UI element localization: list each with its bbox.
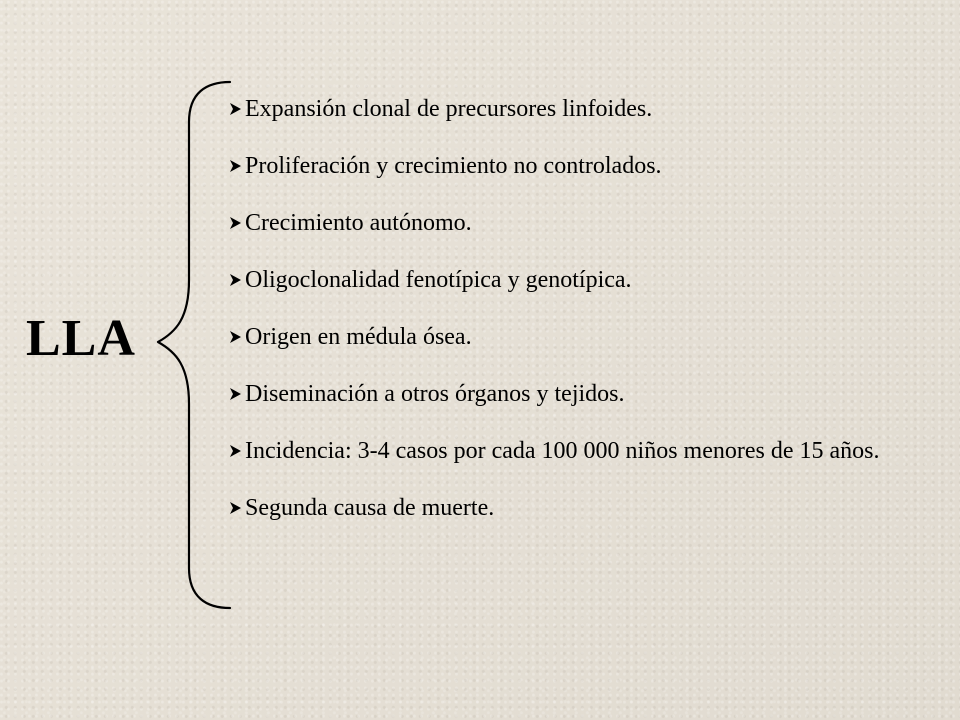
bullet-text: Origen en médula ósea. bbox=[245, 324, 472, 350]
arrowhead-bullet-icon bbox=[229, 216, 242, 230]
bullet-text: Incidencia: 3-4 casos por cada 100 000 niños menores de 15 años. bbox=[245, 438, 880, 464]
bullet-item bbox=[229, 493, 957, 523]
bullet-text: Oligoclonalidad fenotípica y genotípica. bbox=[245, 267, 632, 293]
arrowhead-bullet-icon bbox=[229, 102, 242, 116]
arrowhead-bullet-icon bbox=[229, 330, 242, 344]
bullet-text: Proliferación y crecimiento no controlados. bbox=[245, 153, 662, 179]
bullet-item bbox=[229, 379, 957, 409]
arrowhead-bullet-icon bbox=[229, 159, 242, 173]
bullet-text: Crecimiento autónomo. bbox=[245, 210, 472, 236]
bullet-text: Segunda causa de muerte. bbox=[245, 495, 495, 521]
bullet-list bbox=[229, 94, 957, 523]
bullet-item bbox=[229, 265, 957, 295]
arrowhead-bullet-icon bbox=[229, 273, 242, 287]
arrowhead-bullet-icon bbox=[229, 444, 242, 458]
bullet-item bbox=[229, 436, 957, 466]
bullet-item bbox=[229, 151, 957, 181]
bullet-text: Expansión clonal de precursores linfoides. bbox=[245, 96, 653, 122]
arrowhead-bullet-icon bbox=[229, 387, 242, 401]
arrowhead-bullet-icon bbox=[229, 501, 242, 515]
bullet-item bbox=[229, 322, 957, 352]
slide-title: LLA bbox=[26, 310, 136, 367]
bullet-item bbox=[229, 208, 957, 238]
bullet-text: Diseminación a otros órganos y tejidos. bbox=[245, 381, 625, 407]
bullet-item bbox=[229, 94, 957, 124]
curly-brace-icon bbox=[156, 80, 236, 610]
